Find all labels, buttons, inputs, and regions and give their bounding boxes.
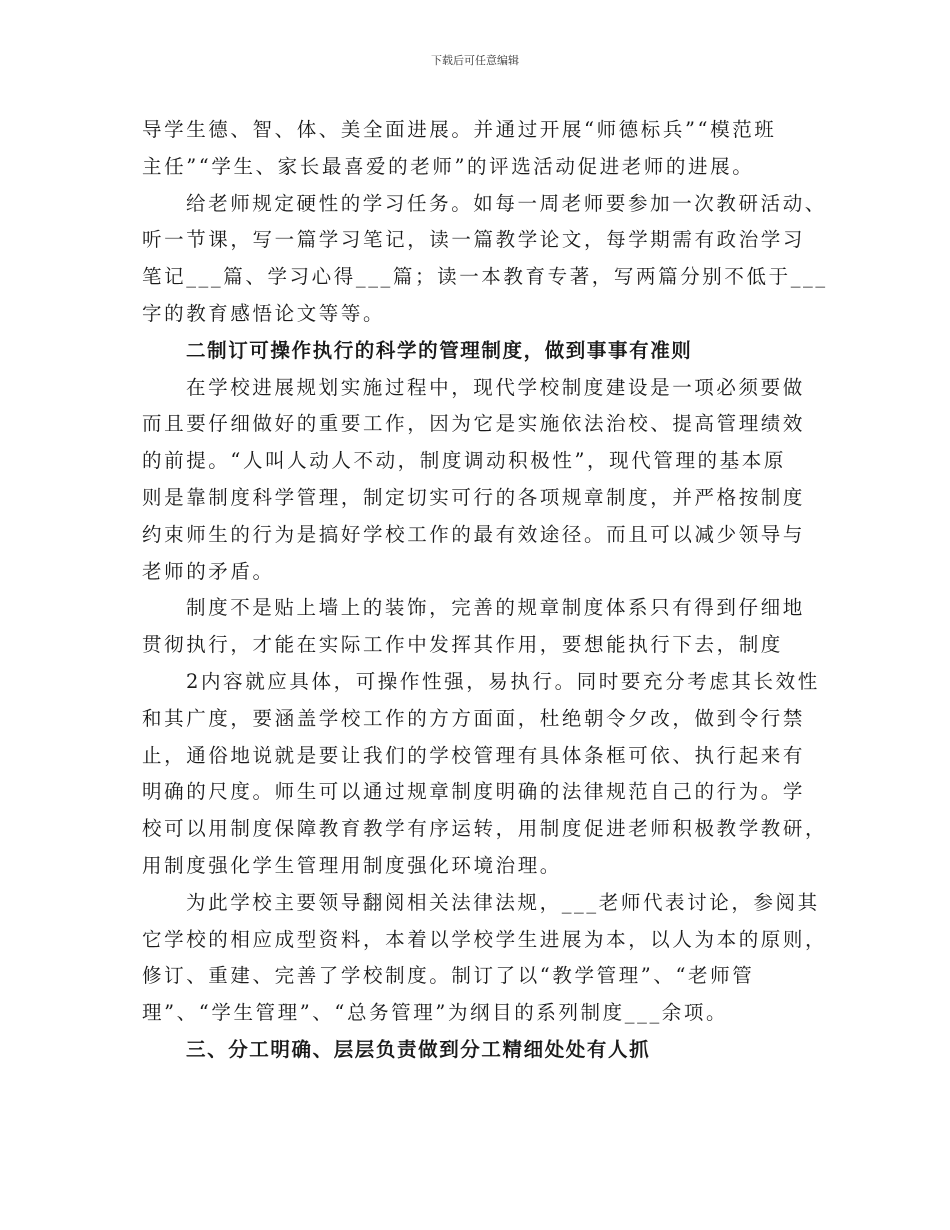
- text-line: 贯彻执行，才能在实际工作中发挥其作用，要想能执行下去，制度: [142, 633, 783, 657]
- text-line: 主任”“学生、家长最喜爱的老师”的评选活动促进老师的进展。: [142, 154, 755, 178]
- text-line: 约束师生的行为是搞好学校工作的最有效途径。而且可以减少领导与: [142, 522, 806, 546]
- paragraph: [142, 370, 822, 591]
- text-line: 导学生德、智、体、美全面进展。并通过开展“师德标兵”“模范班: [142, 118, 777, 141]
- text-line: 在学校进展规划实施过程中，现代学校制度建设是一项必须要做: [186, 375, 805, 399]
- text-line: 制度不是贴上墙上的装饰，完善的规章制度体系只有得到仔细地: [186, 596, 805, 620]
- paragraph: [142, 590, 822, 664]
- text-line: 理”、“学生管理”、“总务管理”为纲目的系列制度___余项。: [142, 1001, 729, 1025]
- text-line: 字的教育感悟论文等等。: [142, 301, 386, 325]
- text-line: 2内容就应具体，可操作性强，易执行。同时要充分考虑其长效性: [186, 669, 820, 693]
- text-line: 笔记___篇、学习心得___篇；读一本教育专著，写两篇分别不低于___: [142, 265, 828, 289]
- text-line: 给老师规定硬性的学习任务。如每一周老师要参加一次教研活动、: [186, 191, 827, 215]
- paragraph: [142, 664, 828, 885]
- paragraph: [142, 186, 828, 333]
- text-line: 校可以用制度保障教育教学有序运转，用制度促进老师积极教学教研，: [142, 817, 828, 841]
- text-line: 的前提。“人叫人动人不动，制度调动积极性”，现代管理的基本原: [142, 449, 786, 473]
- text-line: 它学校的相应成型资料，本着以学校学生进展为本，以人为本的原则，: [142, 927, 828, 951]
- text-line: 则是靠制度科学管理，制定切实可行的各项规章制度，并严格按制度: [142, 485, 806, 509]
- text-line: 为此学校主要领导翻阅相关法律法规，___老师代表讨论，参阅其: [186, 890, 820, 914]
- paragraph: [142, 112, 822, 186]
- text-line: 明确的尺度。师生可以通过规章制度明确的法律规范自己的行为。学: [142, 780, 806, 804]
- section-heading: 三、分工明确、层层负责做到分工精细处处有人抓: [186, 1037, 651, 1061]
- document-body: [142, 112, 828, 1069]
- section-heading: 二制订可操作执行的科学的管理制度，做到事事有准则: [186, 338, 693, 362]
- text-line: 修订、重建、完善了学校制度。制订了以“教学管理”、“老师管: [142, 964, 755, 988]
- page-header: 下载后可任意编辑: [431, 54, 519, 67]
- text-line: 止，通俗地说就是要让我们的学校管理有具体条框可依、执行起来有: [142, 743, 806, 767]
- text-line: 听一节课，写一篇学习笔记，读一篇教学论文，每学期需有政治学习: [142, 228, 806, 252]
- text-line: 和其广度，要涵盖学校工作的方方面面，杜绝朝令夕改，做到令行禁: [142, 706, 806, 730]
- paragraph: [142, 885, 828, 1032]
- text-line: 老师的矛盾。: [142, 559, 275, 583]
- text-line: 用制度强化学生管理用制度强化环境治理。: [142, 853, 562, 877]
- text-line: 而且要仔细做好的重要工作，因为它是实施依法治校、提高管理绩效: [142, 412, 806, 436]
